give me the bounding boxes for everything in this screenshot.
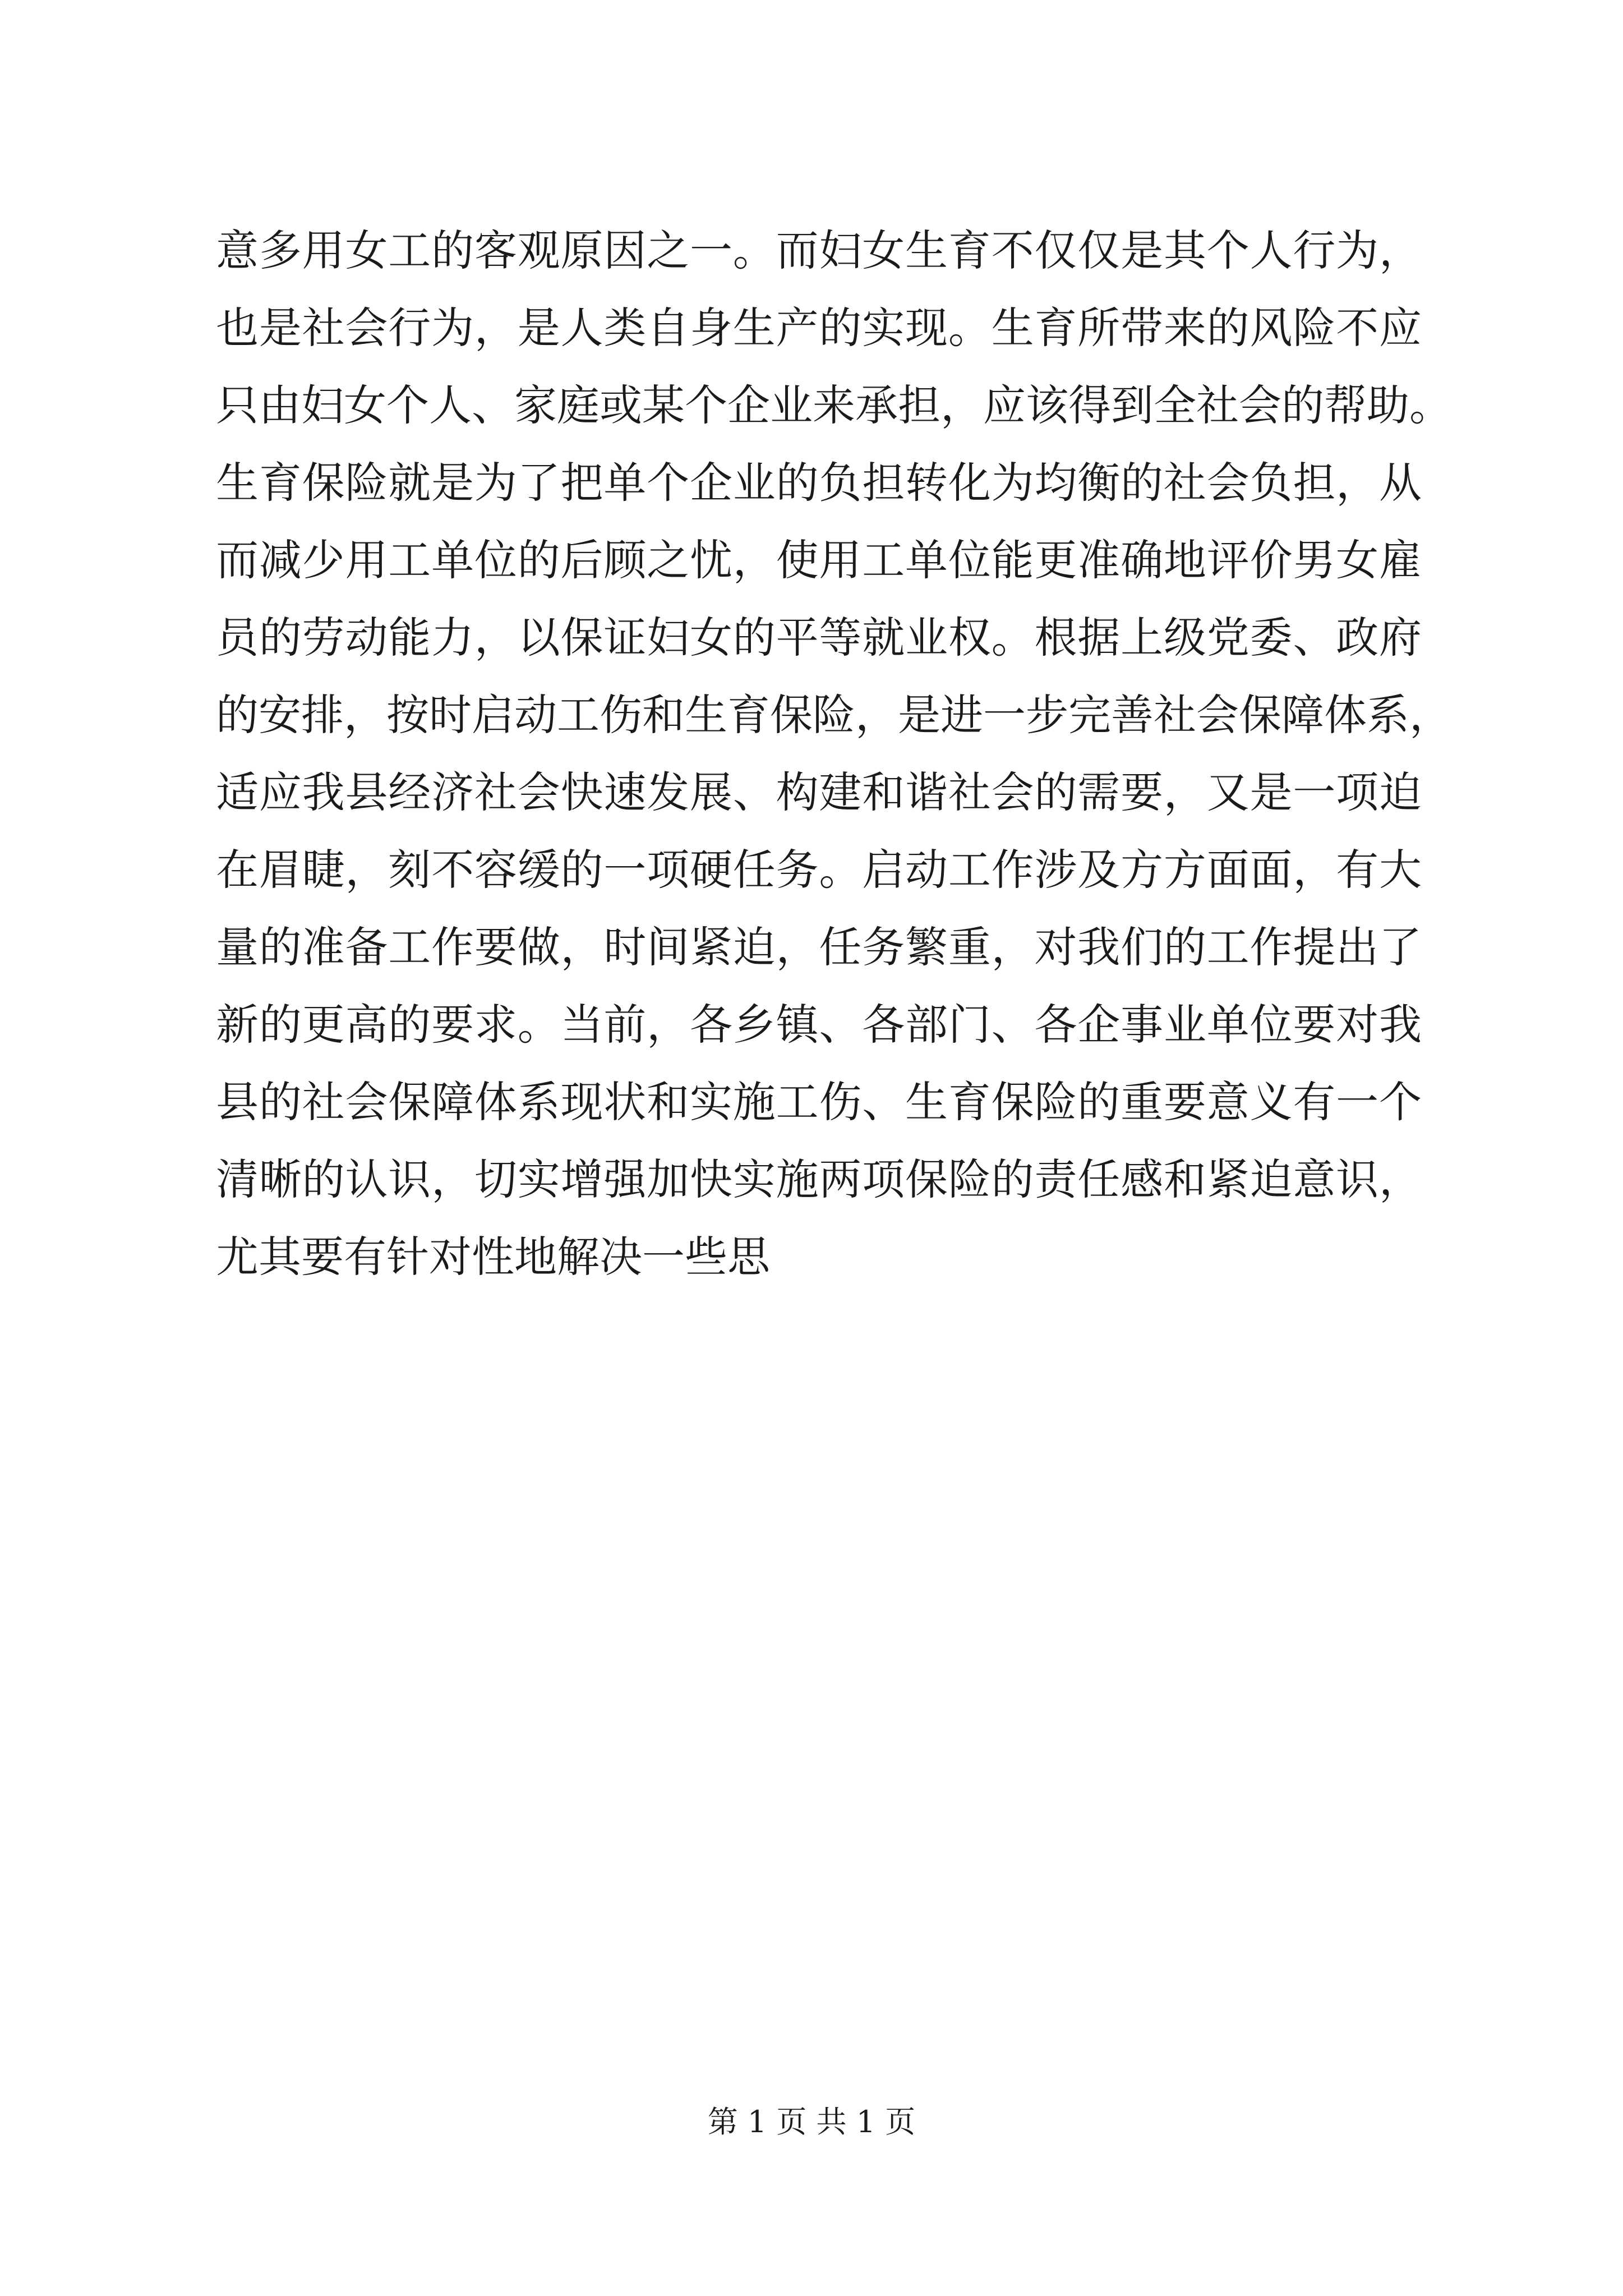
body-paragraph bbox=[216, 212, 1452, 1296]
text-line: 县的社会保障体系现状和实施工伤、生育保险的重要意义有一个 bbox=[216, 1077, 1422, 1127]
text-line: 清晰的认识，切实增强加快实施两项保险的责任感和紧迫意识， bbox=[216, 1154, 1422, 1204]
text-line: 量的准备工作要做，时间紧迫，任务繁重，对我们的工作提出了 bbox=[216, 922, 1422, 972]
text-line: 只由妇女个人、家庭或某个企业来承担，应该得到全社会的帮助。 bbox=[216, 380, 1452, 430]
text-line: 在眉睫，刻不容缓的一项硬任务。启动工作涉及方方面面，有大 bbox=[216, 845, 1422, 895]
page-number-footer: 第 1 页 共 1 页 bbox=[707, 2104, 916, 2139]
text-line: 尤其要有针对性地解决一些思 bbox=[216, 1232, 770, 1282]
text-line: 的安排，按时启动工伤和生育保险，是进一步完善社会保障体系， bbox=[216, 690, 1452, 740]
text-line: 新的更高的要求。当前，各乡镇、各部门、各企事业单位要对我 bbox=[216, 1000, 1422, 1050]
text-line: 员的劳动能力，以保证妇女的平等就业权。根据上级党委、政府 bbox=[216, 613, 1422, 662]
text-line: 适应我县经济社会快速发展、构建和谐社会的需要，又是一项迫 bbox=[216, 767, 1422, 817]
text-line: 生育保险就是为了把单个企业的负担转化为均衡的社会负担，从 bbox=[216, 458, 1422, 508]
text-line: 也是社会行为，是人类自身生产的实现。生育所带来的风险不应 bbox=[216, 303, 1422, 353]
text-line: 意多用女工的客观原因之一。而妇女生育不仅仅是其个人行为， bbox=[216, 226, 1422, 275]
text-line: 而减少用工单位的后顾之忧，使用工单位能更准确地评价男女雇 bbox=[216, 535, 1422, 585]
